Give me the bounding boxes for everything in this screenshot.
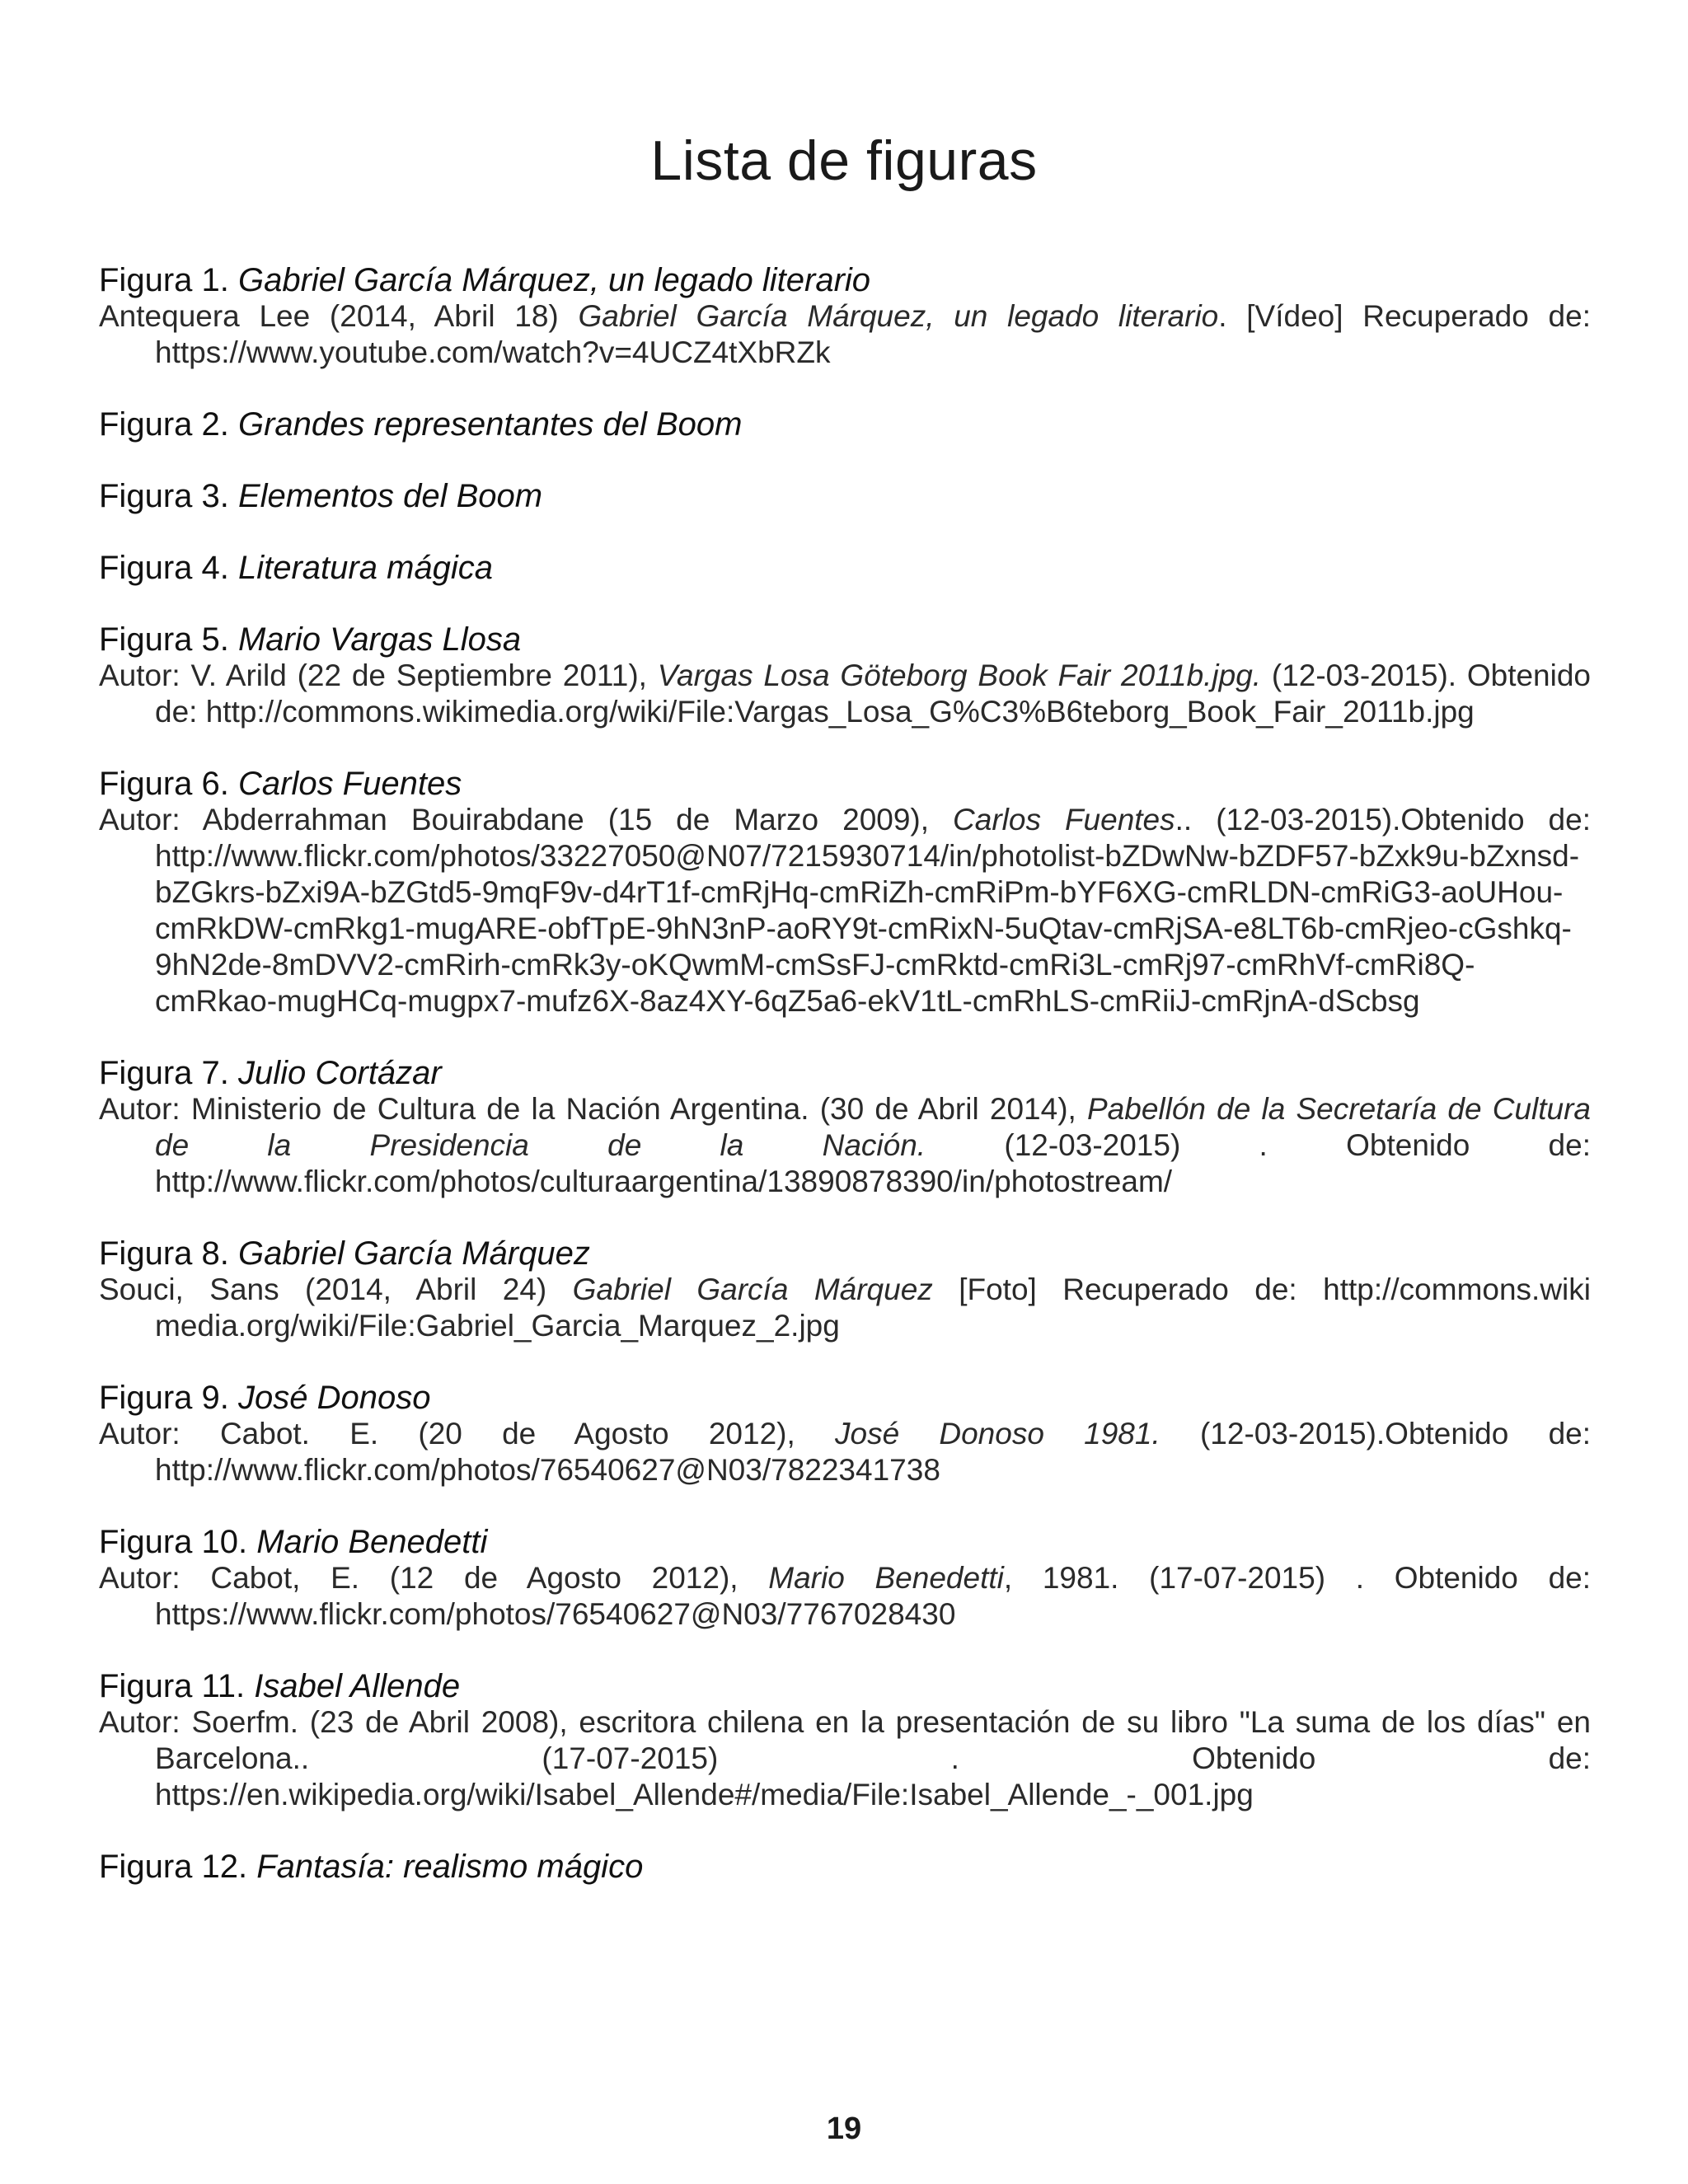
- citation-work-title: Pabellón de la Secretaría de Cultura de la Presidencia de la Nación.: [155, 1092, 1592, 1162]
- page-number: 19: [826, 2111, 862, 2146]
- figure-entry: [99, 1524, 1591, 1633]
- citation-text: (12-03-2015). Obtenido de: http://commons.wikimedia.org/wiki/File:Vargas_Losa_G%C3%B6teborg_Book_Fair_2011b.jpg: [155, 658, 1592, 729]
- citation-text: . [Vídeo] Recuperado de: https://www.youtube.com/watch?v=4UCZ4tXbRZk: [155, 299, 1591, 369]
- figure-label: Figura 8.: [99, 1235, 229, 1272]
- figure-label: Figura 5.: [99, 621, 229, 658]
- page-title: Lista de figuras: [650, 129, 1038, 192]
- figure-heading: [99, 478, 1591, 514]
- figure-title: Mario Vargas Llosa: [237, 621, 522, 658]
- citation-work-title: Mario Benedetti: [768, 1561, 1004, 1595]
- figure-heading: [99, 1849, 1591, 1885]
- figure-heading: [99, 1668, 1591, 1704]
- citation-work-title: José Donoso 1981.: [835, 1417, 1160, 1451]
- citation-text: Autor: Cabot, E. (12 de Agosto 2012),: [99, 1561, 769, 1595]
- figure-entry: [99, 766, 1591, 1019]
- figure-source-citation: [99, 1272, 1591, 1344]
- figure-label: Figura 3.: [99, 478, 229, 514]
- figure-title: Julio Cortázar: [237, 1055, 442, 1091]
- citation-work-title: Vargas Losa Göteborg Book Fair 2011b.jpg.: [657, 658, 1262, 692]
- figure-heading: [99, 621, 1591, 658]
- figure-label: Figura 1.: [99, 262, 229, 298]
- citation-work-title: Gabriel García Márquez, un legado literario: [578, 299, 1219, 333]
- figure-title: Grandes representantes del Boom: [237, 406, 743, 443]
- figure-label: Figura 9.: [99, 1380, 229, 1416]
- citation-work-title: Carlos Fuentes: [953, 803, 1175, 837]
- figure-source-citation: [99, 1704, 1591, 1813]
- citation-text: (12-03-2015).Obtenido de: http://www.flickr.com/photos/76540627@N03/7822341738: [155, 1417, 1591, 1487]
- figure-heading: [99, 550, 1591, 586]
- citation-text: Autor: Abderrahman Bouirabdane (15 de Marzo 2009),: [99, 803, 954, 837]
- figure-source-citation: [99, 658, 1591, 730]
- figure-title: Literatura mágica: [237, 550, 494, 586]
- figure-heading: [99, 1055, 1591, 1091]
- citation-text: [Foto] Recuperado de: http://commons.wiki media.org/wiki/File:Gabriel_Garcia_Marquez_2.jpg: [155, 1272, 1591, 1343]
- citation-text: Souci, Sans (2014, Abril 24): [99, 1272, 573, 1306]
- figure-source-citation: [99, 1560, 1591, 1633]
- figure-heading: [99, 1235, 1591, 1272]
- figure-entry: [99, 1849, 1591, 1885]
- figure-label: Figura 2.: [99, 406, 229, 443]
- figure-entry: [99, 1380, 1591, 1488]
- figure-entry: [99, 1055, 1591, 1200]
- figure-source-citation: [99, 1416, 1591, 1488]
- figure-heading: [99, 262, 1591, 298]
- citation-text: Autor: Cabot. E. (20 de Agosto 2012),: [99, 1417, 835, 1451]
- figure-entry: [99, 478, 1591, 514]
- figure-title: Gabriel García Márquez: [237, 1235, 590, 1272]
- figure-label: Figura 10.: [99, 1524, 248, 1560]
- figure-entry: [99, 1235, 1591, 1344]
- figure-title: Fantasía: realismo mágico: [256, 1849, 644, 1885]
- citation-text: (12-03-2015) . Obtenido de: http://www.flickr.com/photos/culturaargentina/13890878390/in/photostream/: [155, 1128, 1591, 1198]
- figure-source-citation: [99, 1091, 1591, 1200]
- citation-text: , 1981. (17-07-2015) . Obtenido de: https://www.flickr.com/photos/76540627@N03/7767028430: [155, 1561, 1592, 1631]
- citation-text: Antequera Lee (2014, Abril 18): [99, 299, 579, 333]
- citation-text: .. (12-03-2015).Obtenido de: http://www.flickr.com/photos/33227050@N07/7215930714/in/photolist-bZDwNw-bZDF57-bZxk9u-bZxnsd-bZGkrs-bZxi9A-bZGtd5-9mqF9v-d4rT1f-cmRjHq-cmRiZh-cmRiPm-bYF6XG-cmRLDN-cmRiG3-aoUHou-cmRkDW-cmRkg1-mugARE-obfTpE-9hN3nP-aoRY9t-cmRixN-5uQtav-cmRjSA-e8LT6b-cmRjeo-cGshkq-9hN2de-8mDVV2-cmRirh-cmRk3y-oKQwmM-cmSsFJ-cmRktd-cmRi3L-cmRj97-cmRhVf-cmRi8Q-cmRkao-mugHCq-mugpx7-mufz6X-8az4XY-6qZ5a6-ekV1tL-cmRhLS-cmRiiJ-cmRjnA-dScbsg: [155, 803, 1591, 1018]
- figure-heading: [99, 406, 1591, 443]
- figure-entry: [99, 1668, 1591, 1813]
- figure-heading: [99, 766, 1591, 802]
- citation-text: Autor: Ministerio de Cultura de la Nación Argentina. (30 de Abril 2014),: [99, 1092, 1087, 1126]
- figure-entry: [99, 262, 1591, 371]
- figure-title: Isabel Allende: [254, 1668, 461, 1704]
- figure-source-citation: [99, 298, 1591, 371]
- figure-title: Carlos Fuentes: [237, 766, 462, 802]
- figure-label: Figura 12.: [99, 1849, 248, 1885]
- figure-title: Gabriel García Márquez, un legado literario: [237, 262, 871, 298]
- figure-entry: [99, 550, 1591, 586]
- figure-label: Figura 6.: [99, 766, 229, 802]
- figure-source-citation: [99, 802, 1591, 1019]
- citation-text: Autor: V. Arild (22 de Septiembre 2011),: [99, 658, 658, 692]
- citation-work-title: Gabriel García Márquez: [572, 1272, 933, 1306]
- figure-title: José Donoso: [237, 1380, 431, 1416]
- figure-title: Mario Benedetti: [256, 1524, 488, 1560]
- figure-heading: [99, 1380, 1591, 1416]
- figure-entry: [99, 406, 1591, 443]
- citation-text: Autor: Soerfm. (23 de Abril 2008), escritora chilena en la presentación de su libro "La suma de los días" en Barcelona.. (17-07-2015) . Obtenido de: https://en.wikipedia.org/wiki/Isabel_Allende#/media/File:Isabel_Allende_-_001.jpg: [99, 1705, 1591, 1811]
- figure-heading: [99, 1524, 1591, 1560]
- figure-list: [99, 262, 1591, 1920]
- figure-title: Elementos del Boom: [237, 478, 543, 514]
- figure-label: Figura 7.: [99, 1055, 229, 1091]
- figure-entry: [99, 621, 1591, 730]
- figure-label: Figura 4.: [99, 550, 229, 586]
- figure-label: Figura 11.: [99, 1668, 246, 1704]
